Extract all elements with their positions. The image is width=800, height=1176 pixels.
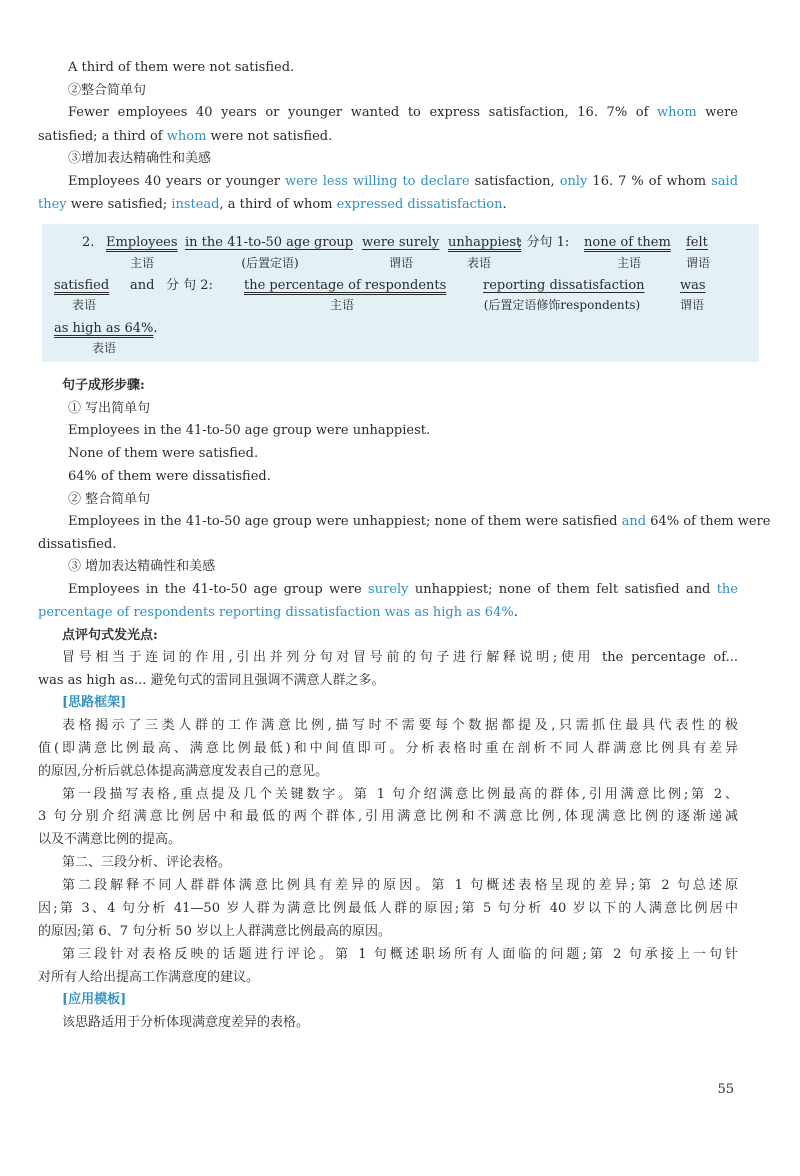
page-number: 55 [717,1082,734,1097]
grammar-label: 谓语 [388,256,413,270]
paragraph-line: 的原因;第 6、7 句分析 50 岁以上人群满意比例最高的原因。 [38,924,391,939]
paragraph-line: 第二段解释不同人群群体满意比例具有差异的原因。第 1 句概述表格呈现的差异;第 2 句总述原 [62,878,738,893]
postpositive-attribute: in the 41-to-50 age group [185,235,354,250]
highlight-text: and [621,514,647,529]
sentence-line [68,581,738,599]
comment-line: 冒号相当于连词的作用,引出并列分句对冒号前的句子进行解释说明;使用 the percentage of... [62,650,738,665]
highlight-text: whom [166,129,207,144]
text: Employees in the 41-to-50 age group were unhappiest; none of them were satisfied [68,514,622,529]
grammar-label: 主语 [129,256,154,270]
paragraph-line: 表格揭示了三类人群的工作满意比例,描写时不需要每个数据都提及,只需抓住最具代表性的极 [62,718,738,733]
paragraph-line: 第三段针对表格反映的话题进行评论。第 1 句概述职场所有人面临的问题;第 2 句承接上一句针 [62,947,738,962]
text: 16. 7 % of whom [587,174,712,189]
step-heading: ③ 增加表达精确性和美感 [68,559,216,574]
text: Employees in the 41-to-50 age group were [68,582,369,597]
highlight-text: whom [657,105,697,120]
subject-word: none of them [584,235,671,250]
postpositive-attribute: reporting dissatisfaction [483,278,645,293]
text: , a third of whom [219,197,337,212]
paragraph-line: 以及不满意比例的提高。 [38,832,182,847]
sentence-line: A third of them were not satisfied. [68,60,295,75]
step-heading: ③增加表达精确性和美感 [68,151,212,166]
highlight-text: the [716,582,738,597]
grammar-label: 谓语 [685,256,710,270]
item-number: 2. [82,235,95,250]
grammar-label: 主语 [329,298,354,312]
template-heading: [应用模板] [62,992,127,1007]
predicative-phrase [54,320,158,338]
highlight-text: were less willing to declare [285,174,470,189]
step-heading: ②整合简单句 [68,83,147,98]
grammar-label: 表语 [91,341,116,355]
text: as high as 64% [54,321,154,336]
grammar-label: (后置定语修饰respondents) [483,298,641,312]
predicative-word: satisfied [54,278,110,293]
text: Employees 40 years or younger [68,174,286,189]
paragraph-line: 第一段描写表格,重点提及几个关键数字。第 1 句介绍满意比例最高的群体,引用满意比例;第 2、 [62,787,738,802]
sentence-line [68,513,771,531]
grammar-label: 表语 [466,256,491,270]
clause-label: 分 句 2: [166,278,213,293]
subject-word: the percentage of respondents [244,278,447,293]
section-heading: 句子成形步骤: [62,378,145,393]
predicative-word: unhappiest [448,235,522,250]
highlight-text: they [38,197,67,212]
predicate-word: were surely [362,235,440,250]
comment-line: was as high as... 避免句式的雷同且强调不满意人群之多。 [38,673,385,688]
frame-heading: [思路框架] [62,695,127,710]
highlight-text: percentage of respondents reporting dissatisfaction was as high as 64% [38,605,514,620]
subject-word: Employees [106,235,178,250]
paragraph-line: 该思路适用于分析体现满意度差异的表格。 [62,1015,310,1030]
highlight-text: surely [368,582,409,597]
grammar-label: 主语 [616,256,641,270]
highlight-text: expressed dissatisfaction [336,197,503,212]
sentence-line: None of them were satisfied. [68,446,259,461]
text: . [502,197,507,212]
paragraph-line: 的原因,分析后就总体提高满意度发表自己的意见。 [38,764,329,779]
highlight-text: only [559,174,588,189]
predicate-word: felt [686,235,708,250]
text: satisfied; a third of [38,129,167,144]
sentence-line: Employees in the 41-to-50 age group were unhappiest. [68,423,431,438]
paragraph-line: 3 句分别介绍满意比例居中和最低的两个群体,引用满意比例和不满意比例,体现满意比例的逐渐递减 [38,809,738,824]
sentence-line [38,604,518,622]
sentence-line [38,196,507,214]
grammar-label: (后置定语) [241,256,299,270]
sentence-line [68,104,738,122]
sentence-line [38,128,332,146]
grammar-label: 表语 [71,298,96,312]
text: satisfaction, [469,174,560,189]
text: 64% of them were [646,514,771,529]
sentence-line [68,173,738,191]
clause-label: ; 分句 1: [518,235,570,250]
text: Fewer employees 40 years or younger wanted to express satisfaction, 16. 7% of [68,105,658,120]
section-heading: 点评句式发光点: [62,628,158,643]
text: . [153,321,158,336]
paragraph-line: 因;第 3、4 句分析 41—50 岁人群为满意比例最低人群的原因;第 5 句分析 40 岁以下的人满意比例居中 [38,901,738,916]
sentence-line: dissatisfied. [38,537,117,552]
paragraph-line: 第二、三段分析、评论表格。 [62,855,232,870]
predicate-word: was [680,278,706,293]
paragraph-line: 值(即满意比例最高、满意比例最低)和中间值即可。分析表格时重在剖析不同人群满意比例具有差异 [38,741,738,756]
text: were not satisfied. [206,129,333,144]
grammar-label: 谓语 [679,298,704,312]
step-heading: ① 写出简单句 [68,401,151,416]
text: were satisfied; [66,197,172,212]
text: were [696,105,738,120]
paragraph-line: 对所有人给出提高工作满意度的建议。 [38,970,260,985]
highlight-text: instead [171,197,220,212]
text: . [513,605,518,620]
sentence-line: 64% of them were dissatisfied. [68,469,271,484]
conjunction-word: and [130,278,155,293]
text: unhappiest; none of them felt satisfied and [408,582,717,597]
step-heading: ② 整合简单句 [68,492,151,507]
highlight-text: said [711,174,739,189]
